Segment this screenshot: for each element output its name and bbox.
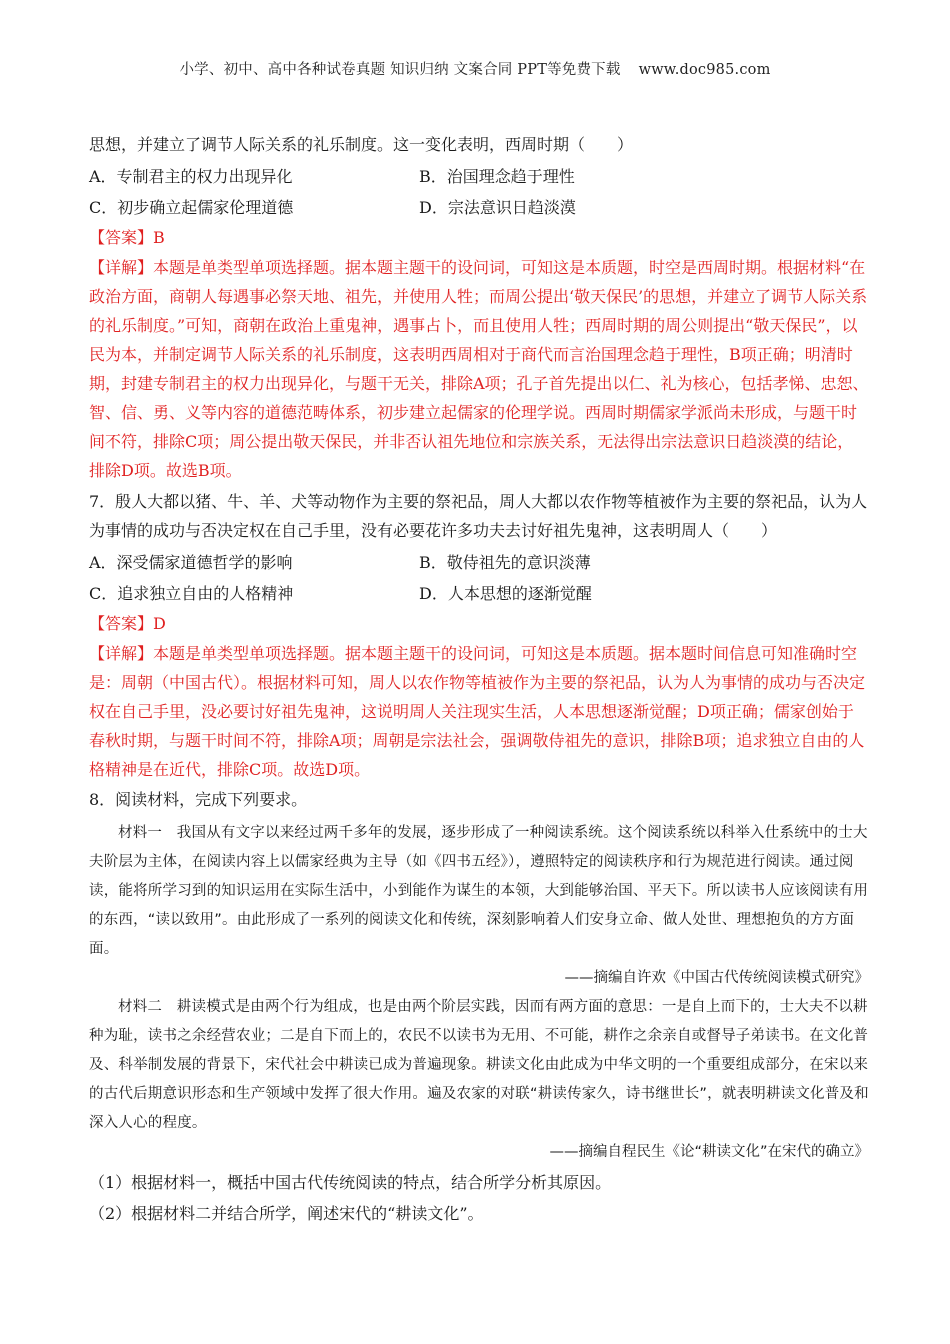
q7-option-a: A．深受儒家道德哲学的影响 (89, 553, 293, 572)
q6-option-a: A．专制君主的权力出现异化 (89, 167, 293, 186)
header-text: 小学、初中、高中各种试卷真题 知识归纳 文案合同 PPT等免费下载 (179, 62, 621, 78)
q7-answer: 【答案】D (89, 614, 166, 633)
q8-material-2: 材料二 耕读模式是由两个行为组成，也是由两个阶层实践，因而有两方面的意思：一是自上而下的，士大夫不以耕种为耻，读书之余经营农业；二是自下而上的，农民不以读书为无用、不可能，耕作之余亲自或督导子弟读书。在文化普及、科举制发展的背景下，宋代社会中耕读已成为普遍现象。耕读文化由此成为中华文明的一个重要组成部分，在宋以来的古代后期意识形态和生产领域中发挥了很大作用。遍及农家的对联“耕读传家久，诗书继世长”，就表明耕读文化普及和深入人心的程度。 (89, 999, 869, 1131)
q6-option-d: D．宗法意识日趋淡漠 (419, 198, 576, 217)
q7-option-c: C．追求独立自由的人格精神 (89, 584, 294, 603)
q6-stem: 思想，并建立了调节人际关系的礼乐制度。这一变化表明，西周时期（ ） (89, 135, 634, 154)
q8-source-2: ——摘编自程民生《论“耕读文化”在宋代的确立》 (549, 1144, 869, 1160)
q7-option-d: D．人本思想的逐渐觉醒 (419, 584, 592, 603)
q7-option-b: B．敬侍祖先的意识淡薄 (419, 553, 591, 572)
header-url[interactable]: www.doc985.com (638, 62, 771, 78)
page-header (0, 58, 950, 79)
q7-stem: 7．殷人大都以猪、牛、羊、犬等动物作为主要的祭祀品，周人大都以农作物等植被作为主要的祭祀品，认为人为事情的成功与否决定权在自己手里，没有必要花许多功夫去讨好祖先鬼神，这表明周人（ ） (89, 492, 868, 540)
q6-options-row1 (89, 161, 869, 192)
q7-options-row2 (89, 578, 869, 609)
q8-subquestion-2: （2）根据材料二并结合所学，阐述宋代的“耕读文化”。 (89, 1204, 484, 1223)
q7-options-row1 (89, 547, 869, 578)
q8-subquestion-1: （1）根据材料一，概括中国古代传统阅读的特点，结合所学分析其原因。 (89, 1173, 612, 1192)
document-body (89, 130, 869, 1229)
q6-answer: 【答案】B (89, 228, 165, 247)
q8-stem: 8．阅读材料，完成下列要求。 (89, 790, 308, 809)
q7-explanation: 【详解】本题是单类型单项选择题。据本题主题干的设问词，可知这是本质题。据本题时间信息可知准确时空是：周朝（中国古代）。根据材料可知，周人以农作物等植被作为主要的祭祀品，认为人为事情的成功与否决定权在自己手里，没必要讨好祖先鬼神，这说明周人关注现实生活，人本思想逐渐觉醒；D项正确；儒家创始于春秋时期，与题干时间不符，排除A项；周朝是宗法社会，强调敬侍祖先的意识，排除B项；追求独立自由的人格精神是在近代，排除C项。故选D项。 (89, 644, 866, 779)
q6-options-row2 (89, 192, 869, 223)
q8-source-1: ——摘编自许欢《中国古代传统阅读模式研究》 (564, 970, 869, 986)
q8-material-1: 材料一 我国从有文字以来经过两千多年的发展，逐步形成了一种阅读系统。这个阅读系统以科举入仕系统中的士大夫阶层为主体，在阅读内容上以儒家经典为主导（如《四书五经》），遵照特定的阅读秩序和行为规范进行阅读。通过阅读，能将所学习到的知识运用在实际生活中，小到能作为谋生的本领，大到能够治国、平天下。所以读书人应该阅读有用的东西，“读以致用”。由此形成了一系列的阅读文化和传统，深刻影响着人们安身立命、做人处世、理想抱负的方方面面。 (89, 825, 869, 957)
q6-option-b: B．治国理念趋于理性 (419, 167, 575, 186)
q6-option-c: C．初步确立起儒家伦理道德 (89, 198, 294, 217)
q6-explanation: 【详解】本题是单类型单项选择题。据本题主题干的设问词，可知这是本质题，时空是西周时期。根据材料“在政治方面，商朝人每遇事必祭天地、祖先，并使用人牲；而周公提出‘敬天保民’的思想，并建立了调节人际关系的礼乐制度。”可知，商朝在政治上重鬼神，遇事占卜，而且使用人牲；西周时期的周公则提出“敬天保民”，以民为本，并制定调节人际关系的礼乐制度，这表明西周相对于商代而言治国理念趋于理性，B项正确；明清时期，封建专制君主的权力出现异化，与题干无关，排除A项；孔子首先提出以仁、礼为核心，包括孝悌、忠恕、智、信、勇、义等内容的道德范畴体系，初步建立起儒家的伦理学说。西周时期儒家学派尚未形成，与题干时间不符，排除C项；周公提出敬天保民，并非否认祖先地位和宗族关系，无法得出宗法意识日趋淡漠的结论，排除D项。故选B项。 (89, 258, 869, 480)
